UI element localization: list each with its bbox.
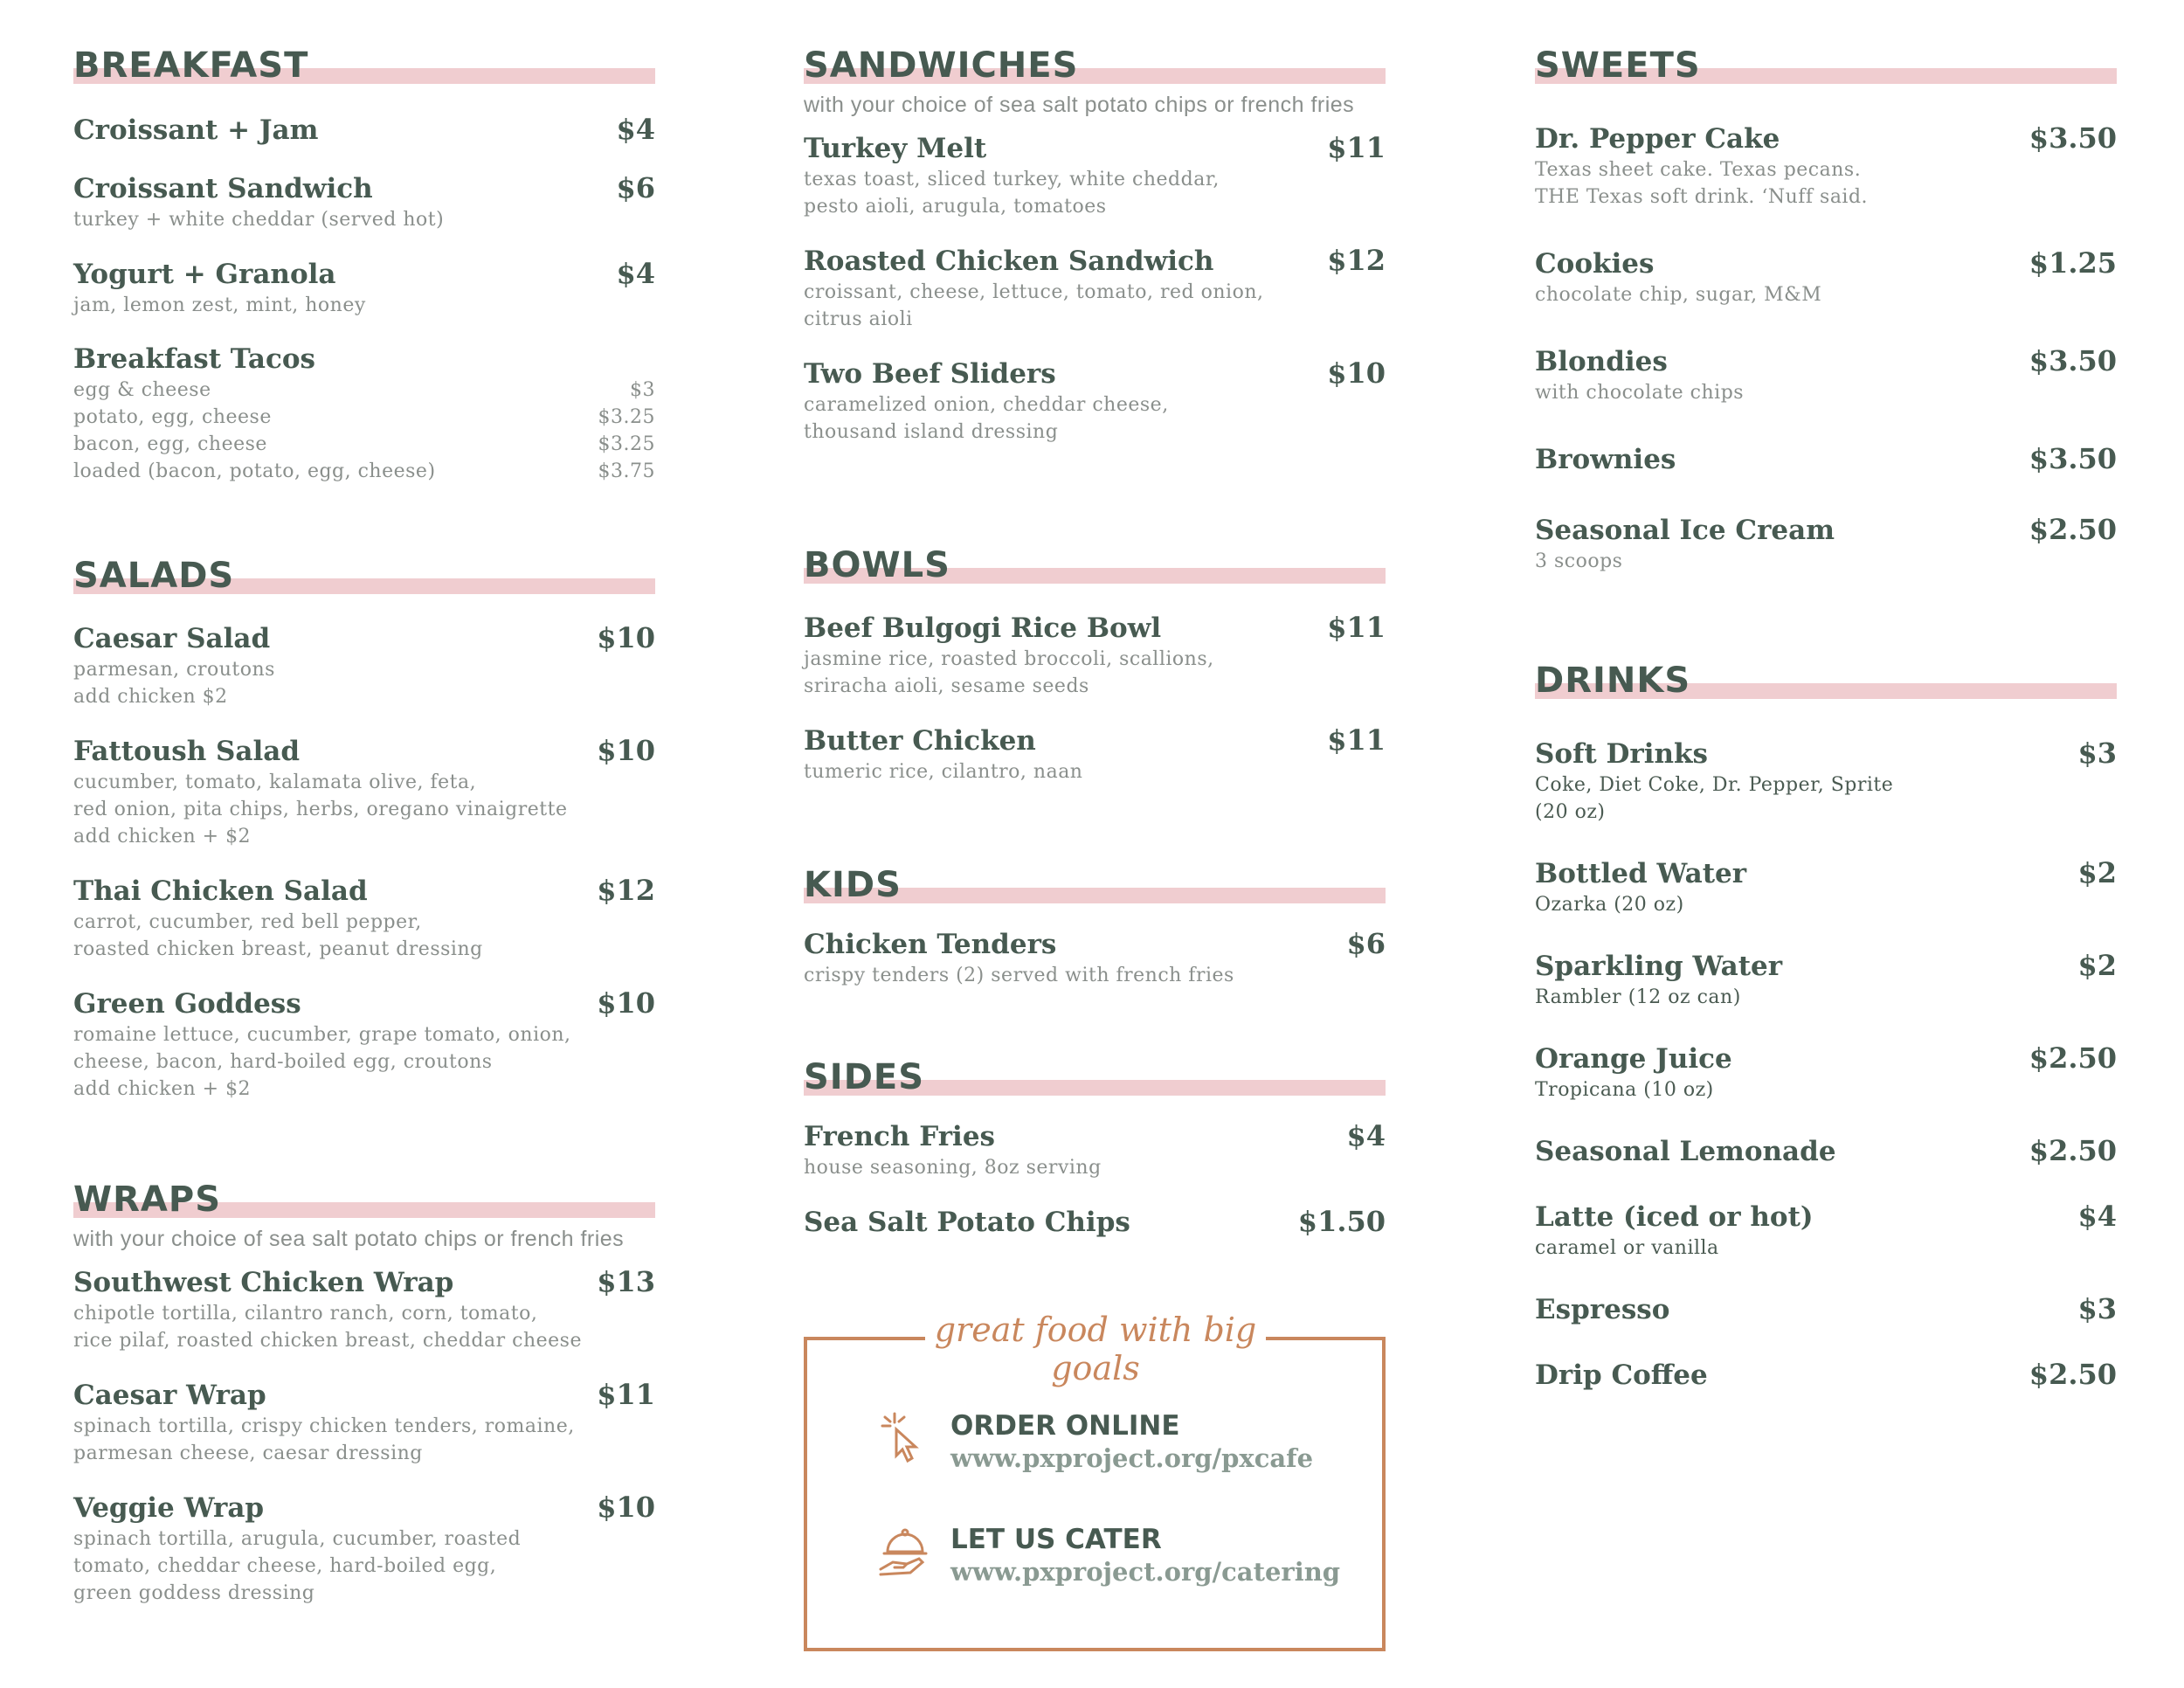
- item-name: Croissant Sandwich: [73, 173, 373, 204]
- section-title: SANDWICHES: [804, 45, 1079, 86]
- item-name: Drip Coffee: [1535, 1359, 1708, 1391]
- item-desc: Rambler (12 oz can): [1535, 986, 1741, 1008]
- item-name: Southwest Chicken Wrap: [73, 1267, 454, 1298]
- item-name: Caesar Wrap: [73, 1380, 266, 1411]
- item-name: Blondies: [1535, 346, 1668, 377]
- menu-item: [73, 1377, 655, 1467]
- item-price: $2.50: [2028, 1134, 2117, 1167]
- menu-item: [1535, 441, 2117, 477]
- item-price: $10: [1327, 356, 1386, 390]
- item-desc: pesto aioli, arugula, tomatoes: [804, 196, 1107, 218]
- menu-item: [1535, 1041, 2117, 1103]
- order-online-label: ORDER ONLINE: [950, 1410, 1180, 1442]
- item-desc: red onion, pita chips, herbs, oregano vinaigrette: [73, 799, 568, 820]
- section-title: DRINKS: [1535, 661, 1691, 701]
- item-name: Roasted Chicken Sandwich: [804, 246, 1214, 277]
- section-sweets: [1535, 45, 2117, 598]
- item-desc: Ozarka (20 oz): [1535, 894, 1684, 916]
- item-name: Sparkling Water: [1535, 951, 1783, 982]
- item-price: $3.50: [2028, 344, 2117, 377]
- item-desc: jasmine rice, roasted broccoli, scallions,: [804, 648, 1214, 670]
- option-label: loaded (bacon, potato, egg, cheese): [73, 460, 436, 482]
- menu-item: [804, 1204, 1386, 1240]
- item-desc: 3 scoops: [1535, 550, 1623, 572]
- item-desc: cucumber, tomato, kalamata olive, feta,: [73, 771, 477, 793]
- section-subtitle: with your choice of sea salt potato chips or french fries: [804, 93, 1355, 117]
- item-price: $6: [1346, 927, 1386, 960]
- item-desc: spinach tortilla, arugula, cucumber, roasted: [73, 1528, 522, 1550]
- section-salads: [73, 556, 655, 1125]
- item-price: $1.50: [1297, 1205, 1386, 1238]
- order-online-url[interactable]: www.pxproject.org/pxcafe: [950, 1443, 1314, 1473]
- catering-url[interactable]: www.pxproject.org/catering: [950, 1557, 1341, 1587]
- item-price: $2.50: [2028, 513, 2117, 546]
- item-name: Orange Juice: [1535, 1043, 1732, 1075]
- catering-label: LET US CATER: [950, 1524, 1162, 1555]
- menu-item: [804, 1118, 1386, 1181]
- section-title: SALADS: [73, 556, 235, 596]
- item-price: $4: [1346, 1119, 1386, 1152]
- section-header: [804, 1057, 1386, 1110]
- option-price: $3.25: [598, 433, 655, 455]
- menu-item: [1535, 948, 2117, 1011]
- item-desc: Texas sheet cake. Texas pecans.: [1535, 159, 1862, 181]
- item-price: $2: [2077, 949, 2117, 982]
- item-name: Beef Bulgogi Rice Bowl: [804, 612, 1162, 644]
- section-title: BOWLS: [804, 545, 950, 585]
- item-price: $2.50: [2028, 1041, 2117, 1075]
- menu-item: [73, 733, 655, 850]
- section-header: [73, 45, 655, 98]
- section-kids: [804, 865, 1386, 1012]
- item-desc: croissant, cheese, lettuce, tomato, red onion,: [804, 281, 1264, 303]
- taco-option: [73, 458, 655, 485]
- promo-box: [804, 1311, 1386, 1651]
- item-price: $4: [616, 113, 655, 146]
- item-desc: (20 oz): [1535, 801, 1606, 823]
- item-name: Espresso: [1535, 1294, 1670, 1325]
- menu-item: [804, 130, 1386, 220]
- item-desc: texas toast, sliced turkey, white cheddar,: [804, 169, 1220, 190]
- section-sandwiches: [804, 45, 1386, 468]
- item-desc: tomato, cheddar cheese, hard-boiled egg,: [73, 1555, 497, 1577]
- item-desc: cheese, bacon, hard-boiled egg, croutons: [73, 1051, 493, 1073]
- item-desc: thousand island dressing: [804, 421, 1059, 443]
- taco-option: [73, 377, 655, 404]
- item-name: Soft Drinks: [1535, 738, 1708, 770]
- item-name: Seasonal Lemonade: [1535, 1136, 1836, 1167]
- item-desc: add chicken $2: [73, 686, 228, 708]
- item-desc: crispy tenders (2) served with french fries: [804, 965, 1234, 986]
- menu-item: [73, 986, 655, 1103]
- item-price: $4: [2077, 1200, 2117, 1233]
- section-header: [804, 865, 1386, 917]
- item-price: $10: [597, 1491, 655, 1524]
- item-desc: jam, lemon zest, mint, honey: [73, 294, 366, 316]
- item-desc: caramelized onion, cheddar cheese,: [804, 394, 1169, 416]
- menu-item: [804, 356, 1386, 446]
- promo-tagline: great food with big goals: [925, 1311, 1266, 1387]
- item-desc: rice pilaf, roasted chicken breast, cheddar cheese: [73, 1330, 582, 1352]
- menu-item: [73, 170, 655, 233]
- item-name: French Fries: [804, 1121, 996, 1152]
- item-desc: roasted chicken breast, peanut dressing: [73, 938, 483, 960]
- section-title: SWEETS: [1535, 45, 1701, 86]
- item-desc: tumeric rice, cilantro, naan: [804, 761, 1083, 783]
- menu-item: [73, 620, 655, 710]
- item-price: $11: [597, 1378, 655, 1411]
- item-desc: with chocolate chips: [1535, 382, 1745, 404]
- item-desc: carrot, cucumber, red bell pepper,: [73, 911, 422, 933]
- item-desc: turkey + white cheddar (served hot): [73, 209, 445, 231]
- item-price: $3: [2077, 737, 2117, 770]
- item-desc: Tropicana (10 oz): [1535, 1079, 1714, 1101]
- item-name: Veggie Wrap: [73, 1492, 265, 1524]
- item-price: $4: [616, 257, 655, 290]
- option-price: $3.25: [598, 406, 655, 428]
- option-label: bacon, egg, cheese: [73, 433, 267, 455]
- cloche-hand-icon: [877, 1524, 933, 1580]
- item-price: $2: [2077, 856, 2117, 889]
- item-name: Croissant + Jam: [73, 114, 319, 146]
- menu-item: [1535, 121, 2117, 211]
- menu-item: [804, 610, 1386, 700]
- option-price: $3.75: [598, 460, 655, 482]
- menu-item: [1535, 246, 2117, 308]
- taco-option: [73, 431, 655, 458]
- section-subtitle: with your choice of sea salt potato chips or french fries: [73, 1227, 625, 1251]
- item-price: $13: [597, 1265, 655, 1298]
- menu-item: [1535, 736, 2117, 826]
- item-name: Sea Salt Potato Chips: [804, 1207, 1130, 1238]
- item-price: $1.25: [2028, 246, 2117, 280]
- menu-item: [804, 926, 1386, 989]
- item-price: $3.50: [2028, 442, 2117, 475]
- section-sides: [804, 1057, 1386, 1263]
- item-price: $10: [597, 621, 655, 654]
- section-header: [73, 1180, 655, 1232]
- item-desc: THE Texas soft drink. ‘Nuff said.: [1535, 186, 1869, 208]
- menu-item: [1535, 1357, 2117, 1393]
- section-drinks: [1535, 661, 2117, 1415]
- section-title: SIDES: [804, 1057, 925, 1097]
- section-title: WRAPS: [73, 1180, 222, 1220]
- item-price: $11: [1327, 611, 1386, 644]
- item-desc: parmesan, croutons: [73, 659, 275, 681]
- section-header: [1535, 45, 2117, 98]
- menu-item: [1535, 1133, 2117, 1169]
- item-price: $3.50: [2028, 121, 2117, 155]
- item-name: Fattoush Salad: [73, 736, 301, 767]
- item-desc: green goddess dressing: [73, 1582, 315, 1604]
- section-title: BREAKFAST: [73, 45, 309, 86]
- section-header: [804, 545, 1386, 598]
- section-title: KIDS: [804, 865, 902, 905]
- item-name: Dr. Pepper Cake: [1535, 123, 1780, 155]
- item-price: $11: [1327, 131, 1386, 164]
- option-label: egg & cheese: [73, 379, 211, 401]
- item-name: Caesar Salad: [73, 623, 271, 654]
- item-name: Yogurt + Granola: [73, 259, 336, 290]
- item-price: $11: [1327, 723, 1386, 757]
- item-name: Turkey Melt: [804, 133, 987, 164]
- option-label: potato, egg, cheese: [73, 406, 272, 428]
- item-desc: add chicken + $2: [73, 826, 252, 847]
- menu-item: [73, 256, 655, 319]
- item-name: Cookies: [1535, 248, 1655, 280]
- item-name: Two Beef Sliders: [804, 358, 1056, 390]
- item-desc: chocolate chip, sugar, M&M: [1535, 284, 1822, 306]
- menu-item: [73, 112, 655, 148]
- menu-item: [804, 723, 1386, 785]
- item-desc: add chicken + $2: [73, 1078, 252, 1100]
- item-price: $2.50: [2028, 1358, 2117, 1391]
- item-desc: parmesan cheese, caesar dressing: [73, 1442, 423, 1464]
- menu-item: [73, 342, 655, 485]
- item-price: $12: [1327, 244, 1386, 277]
- menu-item: [804, 243, 1386, 333]
- item-name: Breakfast Tacos: [73, 343, 316, 375]
- section-bowls: [804, 545, 1386, 808]
- menu-item: [73, 873, 655, 963]
- menu-item: [1535, 512, 2117, 575]
- item-name: Butter Chicken: [804, 725, 1036, 757]
- menu-item: [1535, 1291, 2117, 1327]
- option-price: $3: [630, 379, 655, 401]
- item-desc: romaine lettuce, cucumber, grape tomato, onion,: [73, 1024, 571, 1046]
- item-name: Brownies: [1535, 444, 1676, 475]
- taco-option: [73, 404, 655, 431]
- section-wraps: [73, 1180, 655, 1629]
- menu-item: [1535, 343, 2117, 406]
- item-desc: caramel or vanilla: [1535, 1237, 1719, 1259]
- item-desc: chipotle tortilla, cilantro ranch, corn, tomato,: [73, 1303, 538, 1325]
- section-header: [804, 45, 1386, 98]
- section-header: [73, 556, 655, 608]
- item-name: Bottled Water: [1535, 858, 1747, 889]
- menu-item: [73, 1264, 655, 1354]
- section-header: [1535, 661, 2117, 713]
- item-price: $3: [2077, 1292, 2117, 1325]
- item-desc: citrus aioli: [804, 308, 913, 330]
- menu-item: [1535, 1199, 2117, 1262]
- item-price: $10: [597, 986, 655, 1020]
- item-name: Latte (iced or hot): [1535, 1201, 1814, 1233]
- item-desc: house seasoning, 8oz serving: [804, 1157, 1102, 1179]
- item-price: $10: [597, 734, 655, 767]
- section-breakfast: [73, 45, 655, 508]
- item-desc: spinach tortilla, crispy chicken tenders, romaine,: [73, 1415, 575, 1437]
- item-name: Green Goddess: [73, 988, 301, 1020]
- item-price: $12: [597, 874, 655, 907]
- item-name: Seasonal Ice Cream: [1535, 515, 1835, 546]
- item-name: Chicken Tenders: [804, 929, 1057, 960]
- item-price: $6: [616, 171, 655, 204]
- cursor-click-icon: [877, 1410, 933, 1466]
- menu-item: [1535, 855, 2117, 918]
- item-desc: sriracha aioli, sesame seeds: [804, 675, 1089, 697]
- item-name: Thai Chicken Salad: [73, 875, 368, 907]
- menu-item: [73, 1490, 655, 1607]
- item-desc: Coke, Diet Coke, Dr. Pepper, Sprite: [1535, 774, 1894, 796]
